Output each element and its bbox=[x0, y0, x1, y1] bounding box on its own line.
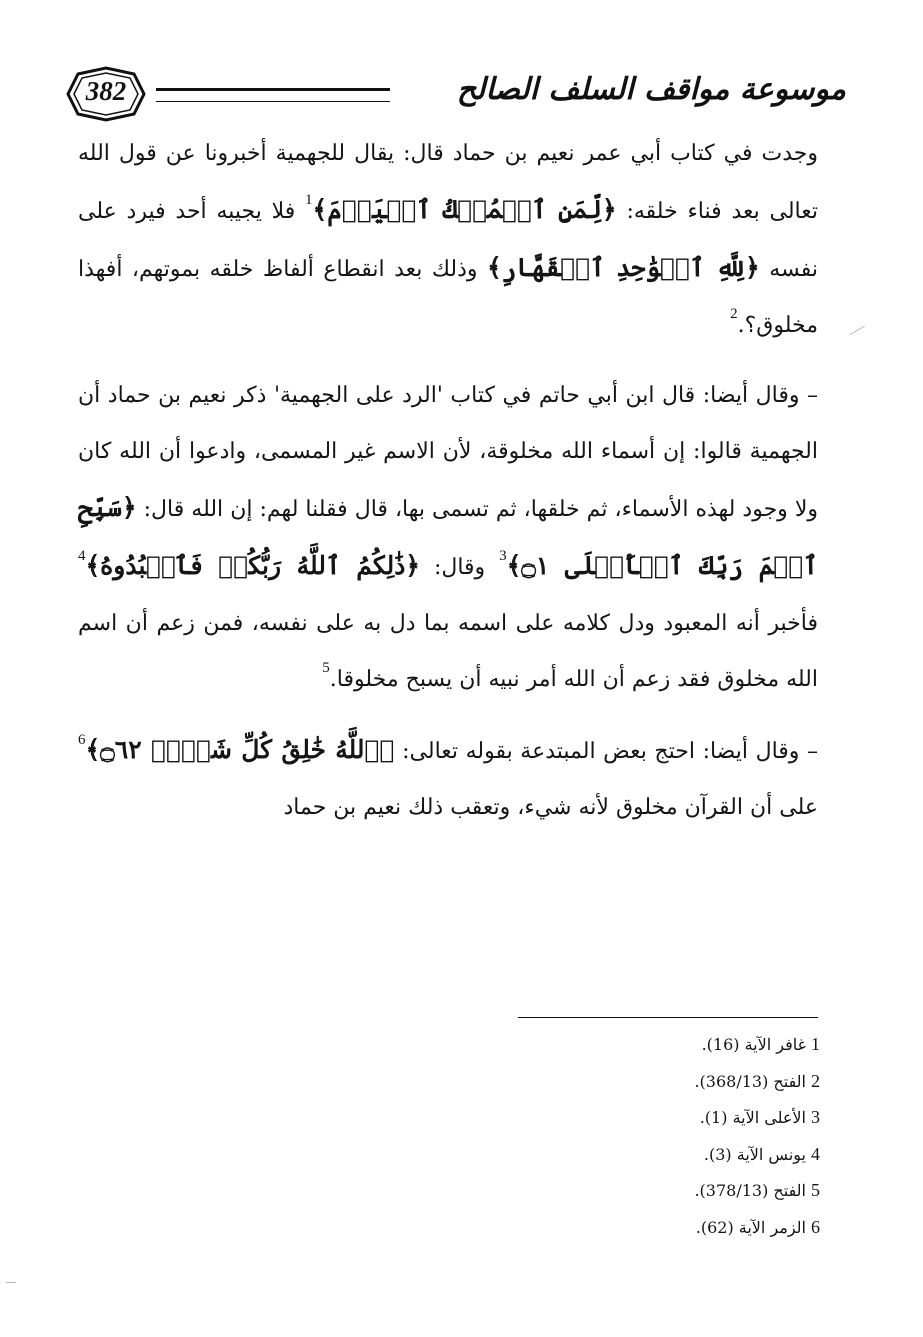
footnote-text: الزمر الآية (62). bbox=[695, 1217, 806, 1237]
footnote-text: غافر الآية (16). bbox=[701, 1035, 806, 1054]
footnote-number: 3 bbox=[811, 1107, 820, 1127]
footnote-text: الفتح (368/13). bbox=[694, 1071, 806, 1091]
scan-artifact bbox=[849, 326, 865, 336]
quran-quote: ﴿لِّمَنِ ٱلۡمُلۡكُ ٱلۡيَوۡمَ﴾ bbox=[312, 195, 617, 224]
book-title: موسوعة مواقف السلف الصالح bbox=[456, 72, 846, 107]
paragraph-text: فلا يجيبه أحد فيرد على نفسه bbox=[78, 199, 818, 282]
paragraph-text: – وقال أيضا: احتج بعض المبتدعة بقوله تعالى: bbox=[394, 739, 818, 764]
paragraph-text: فأخبر أنه المعبود ودل كلامه على اسمه بما دل به على نفسه، فمن زعم أن اسم الله مخلوق فقد زعم أن الله أمر نبيه أن يسبح مخلوقا. bbox=[78, 611, 818, 692]
footnote-item bbox=[520, 1030, 820, 1067]
paragraph-text: وذلك بعد انقطاع ألفاظ خلقه بموتهم، أفهذا مخلوق؟. bbox=[78, 257, 818, 338]
footnote-separator bbox=[518, 1017, 818, 1018]
page-number-badge bbox=[60, 62, 152, 126]
quran-quote: ﴿لِلَّهِ ٱلۡوَٰحِدِ ٱلۡقَهَّارِ﴾ bbox=[487, 253, 760, 282]
footnote-ref: 3 bbox=[499, 548, 507, 564]
paragraph-2 bbox=[78, 368, 818, 708]
paragraph-text: وجدت في كتاب أبي عمر نعيم بن حماد قال: يقال للجهمية أخبرونا عن قول الله تعالى بعد فناء خلقه: bbox=[78, 141, 818, 224]
footnote-ref: 1 bbox=[305, 192, 313, 208]
footnote-number: 2 bbox=[811, 1070, 820, 1091]
paragraph-1 bbox=[78, 126, 818, 354]
footnote-number: 1 bbox=[811, 1034, 820, 1054]
paragraph-text: – وقال أيضا: قال ابن أبي حاتم في كتاب 'الرد على الجهمية' ذكر نعيم بن حماد أن الجهمية قالوا: إن أسماء الله مخلوقة، لأن الاسم غير المسمى، وادعوا أن الله كان ولا وجود لهذه الأسماء، ثم خلقها، ثم تسمى بها، قال فقلنا لهم: إن الله قال: bbox=[78, 383, 818, 522]
paragraph-text: وقال: bbox=[420, 555, 500, 580]
footnote-ref: 4 bbox=[78, 548, 86, 564]
footnote-ref: 6 bbox=[78, 732, 86, 748]
main-text bbox=[78, 126, 818, 836]
footnote-item bbox=[520, 1140, 820, 1177]
footnote-item bbox=[520, 1176, 820, 1213]
footnote-item bbox=[520, 1103, 820, 1140]
header-rule bbox=[156, 88, 390, 102]
footnotes-list bbox=[520, 1030, 820, 1249]
footnote-item bbox=[520, 1067, 820, 1104]
footnote-number: 6 bbox=[811, 1216, 820, 1237]
paragraph-text: على أن القرآن مخلوق لأنه شيء، وتعقب ذلك نعيم بن حماد bbox=[283, 795, 818, 820]
footnote-text: الأعلى الآية (1). bbox=[699, 1108, 806, 1127]
scan-artifact bbox=[6, 1282, 16, 1283]
quran-quote: ﴿ٱللَّهُ خَٰلِقُ كُلِّ شَيۡءٖ ۝٦٢﴾ bbox=[85, 735, 395, 764]
paragraph-3 bbox=[78, 722, 818, 836]
quran-quote: ﴿سَبِّحِ ٱسۡمَ رَبِّكَ ٱلۡأَعۡلَى ۝١﴾ bbox=[78, 493, 818, 580]
footnote-text: يونس الآية (3). bbox=[703, 1144, 806, 1164]
footnote-number: 5 bbox=[811, 1180, 820, 1200]
footnote-item bbox=[520, 1213, 820, 1250]
page-header bbox=[60, 62, 846, 132]
footnote-text: الفتح (378/13). bbox=[694, 1181, 806, 1200]
footnote-ref: 5 bbox=[322, 660, 330, 676]
page-number: 382 bbox=[85, 76, 127, 106]
footnote-number: 4 bbox=[811, 1143, 820, 1164]
quran-quote: ﴿ذَٰلِكُمُ ٱللَّهُ رَبُّكُمۡ فَٱعۡبُدُوهُ﴾ bbox=[85, 551, 421, 580]
footnote-ref: 2 bbox=[730, 306, 738, 322]
